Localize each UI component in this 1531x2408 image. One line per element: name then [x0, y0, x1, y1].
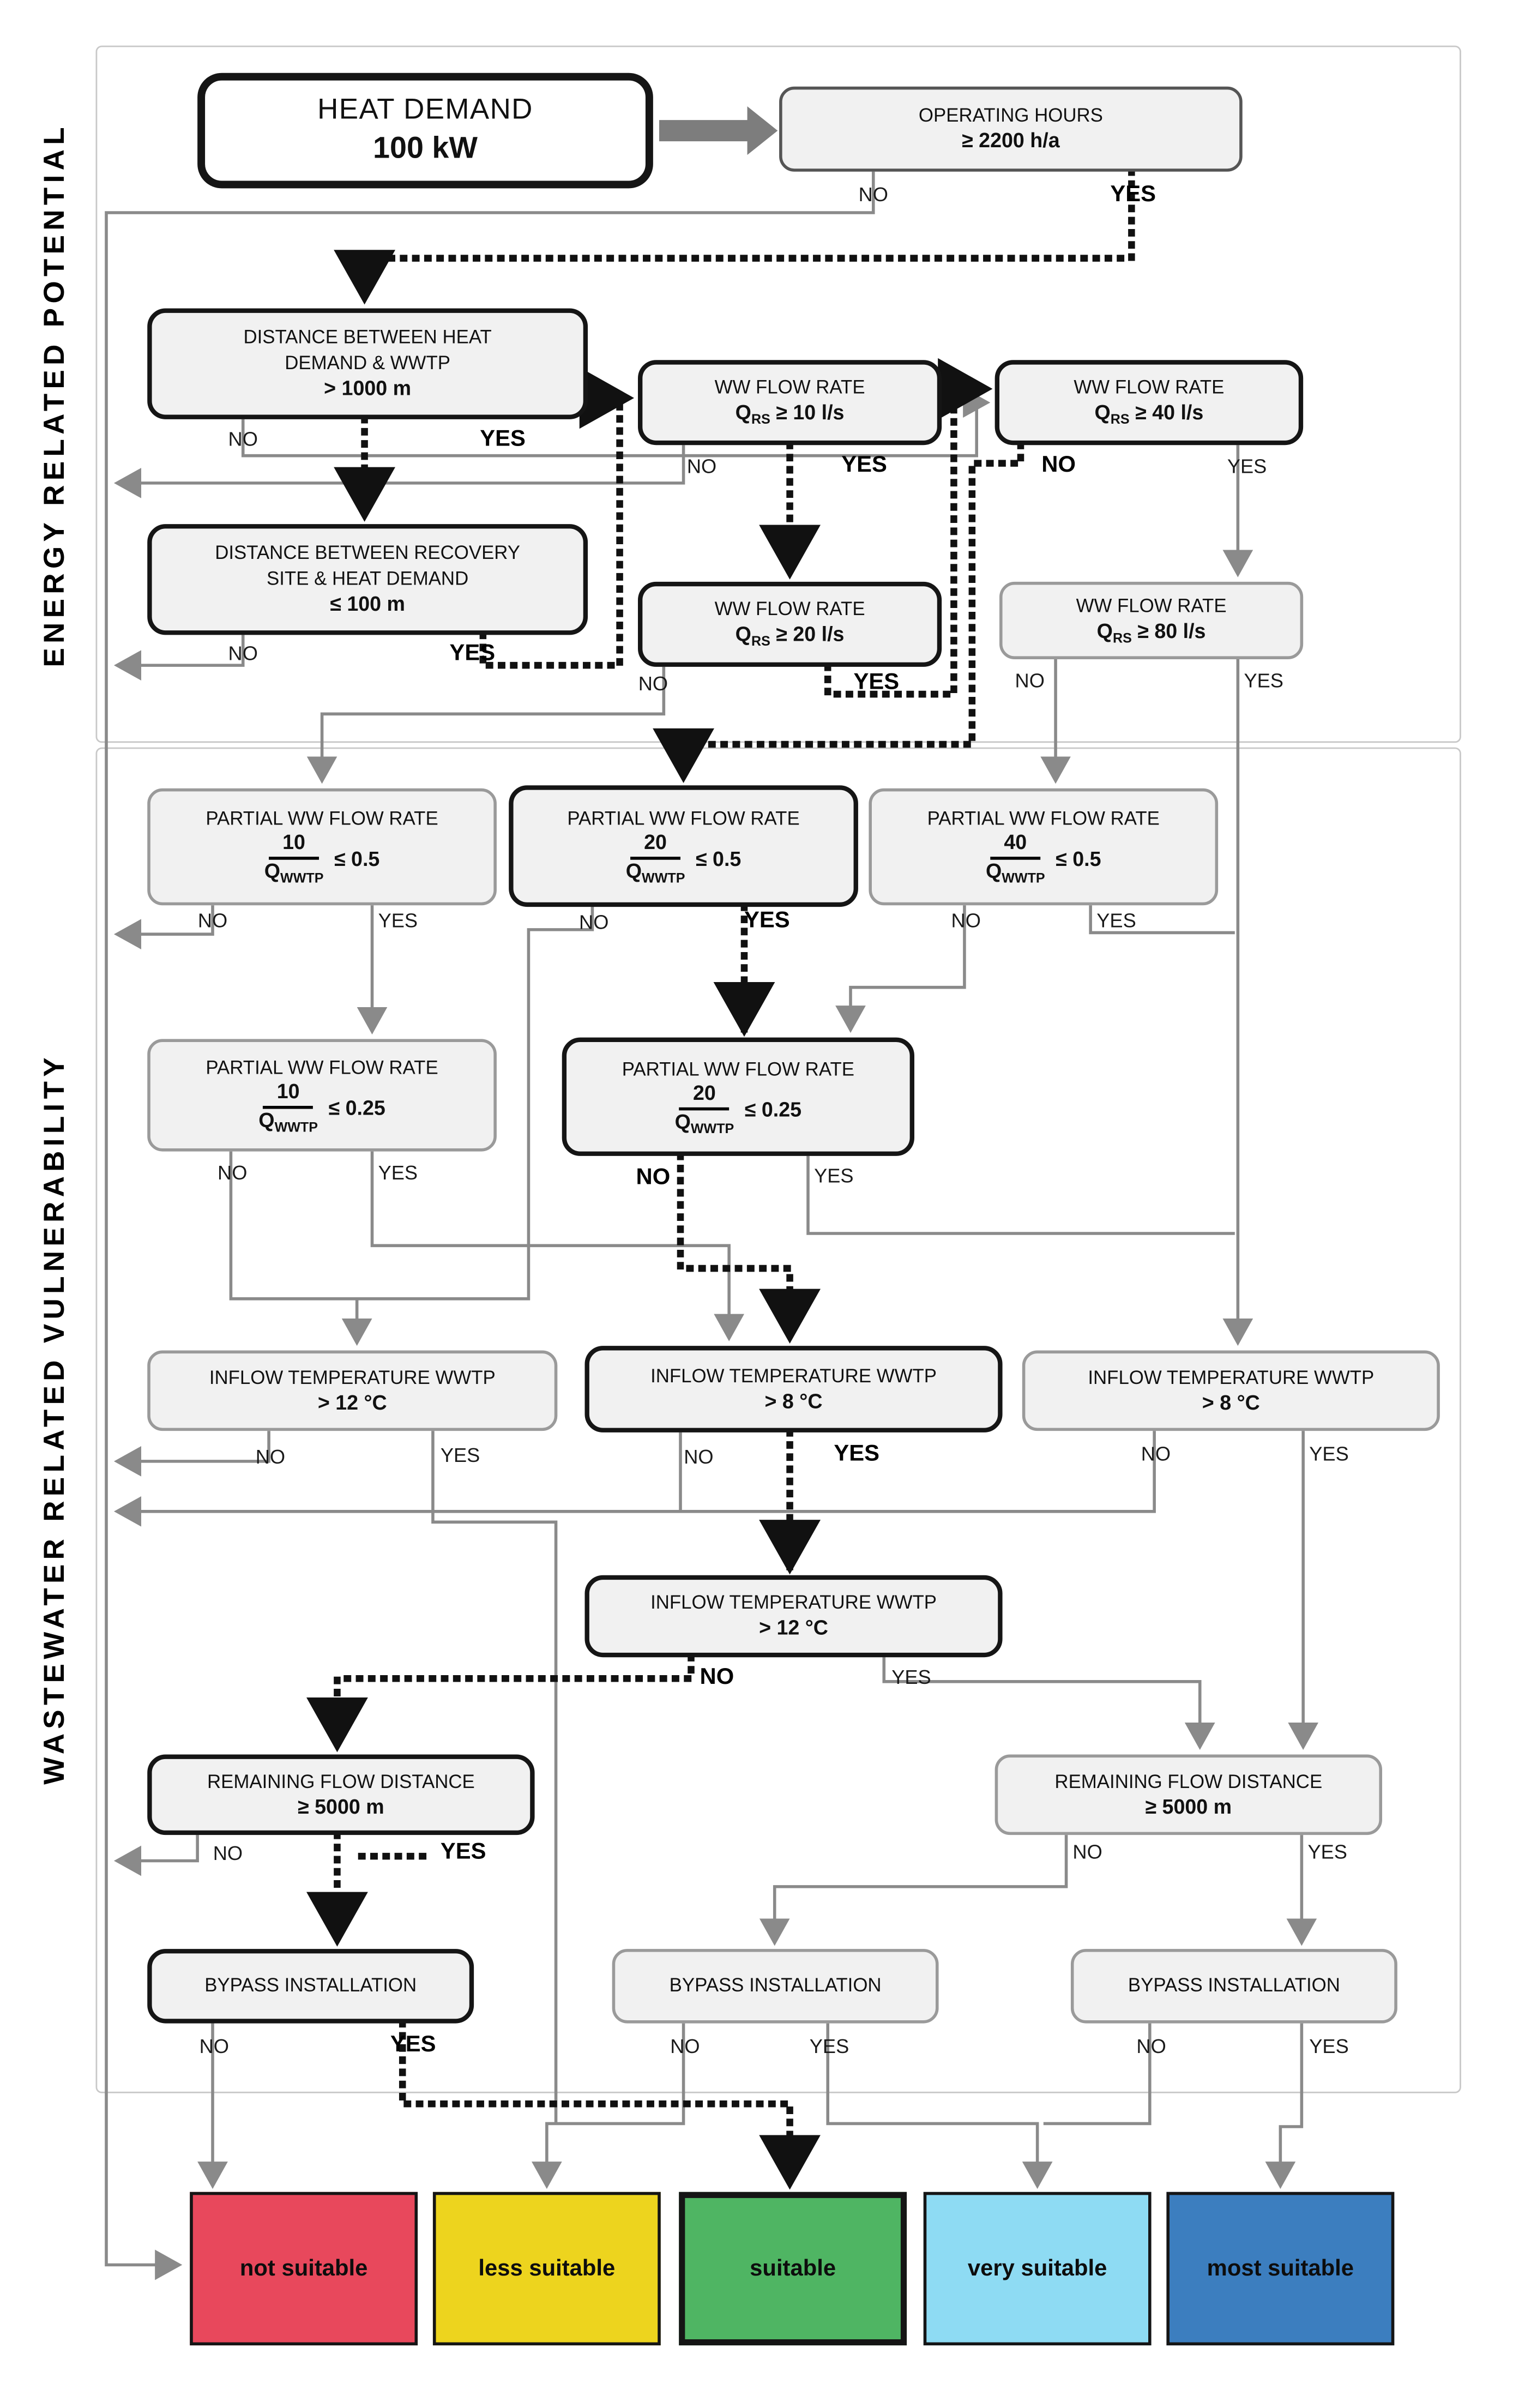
node-line: HEAT DEMAND	[317, 93, 533, 126]
node-partial-10-05	[147, 788, 497, 906]
label-yes-flow-40: YES	[1227, 455, 1267, 478]
label-yes-partial-10-05: YES	[378, 909, 418, 932]
node-line: WW FLOW RATE	[714, 376, 865, 398]
label-no-partial-40-05: NO	[951, 909, 981, 932]
node-partial-20-025	[562, 1038, 914, 1156]
node-line: REMAINING FLOW DISTANCE	[1054, 1771, 1323, 1792]
node-line: REMAINING FLOW DISTANCE	[207, 1771, 475, 1792]
label-no-inflow-12-left: NO	[255, 1445, 286, 1468]
fraction: $\frac{10}{Q_{WWTP}}$ ≤ 0.25	[258, 1079, 385, 1134]
label-no-flow-10: NO	[686, 455, 717, 478]
label-yes-partial-40-05: YES	[1096, 909, 1136, 932]
node-heat-demand	[197, 73, 653, 189]
node-bypass-left	[147, 1949, 474, 2024]
label-no-bypass-left: NO	[199, 2034, 229, 2058]
label-no-remaining-left: NO	[213, 1841, 243, 1865]
node-line: PARTIAL WW FLOW RATE	[622, 1058, 854, 1080]
node-line: DEMAND & WWTP	[285, 352, 451, 374]
node-line: $Q_{RS} \ge 80$ l/s	[1096, 619, 1206, 646]
label-yes-partial-10-025: YES	[378, 1161, 418, 1184]
result-not-suitable: not suitable	[190, 2192, 418, 2345]
result-less-suitable: less suitable	[433, 2192, 661, 2345]
node-operating-hours	[779, 87, 1243, 172]
label-yes-bypass-center: YES	[809, 2034, 849, 2058]
label-no-operating-hours: NO	[858, 183, 888, 206]
node-line: PARTIAL WW FLOW RATE	[567, 807, 800, 829]
node-line: INFLOW TEMPERATURE WWTP	[650, 1365, 937, 1387]
energy-section-title: ENERGY RELATED POTENTIAL	[39, 123, 71, 667]
fraction: $\frac{20}{Q_{WWTP}}$ ≤ 0.25	[674, 1081, 802, 1136]
label-no-partial-10-025: NO	[218, 1161, 248, 1184]
label-no-bypass-center: NO	[670, 2034, 700, 2058]
node-line: $Q_{RS} \ge 40$ l/s	[1094, 401, 1204, 428]
label-yes-distance-wwtp: YES	[480, 426, 526, 452]
node-inflow-8-right	[1022, 1350, 1440, 1431]
fraction: $\frac{40}{Q_{WWTP}}$ ≤ 0.5	[985, 831, 1101, 886]
label-yes-partial-20-025: YES	[814, 1164, 854, 1188]
node-line: INFLOW TEMPERATURE WWTP	[1088, 1366, 1375, 1388]
label-yes-distance-recovery: YES	[449, 640, 496, 666]
label-yes-operating-hours: YES	[1110, 181, 1156, 208]
label-yes-inflow-8-center: YES	[834, 1441, 879, 1467]
result-very-suitable: very suitable	[924, 2192, 1152, 2345]
node-line: BYPASS INSTALLATION	[669, 1975, 882, 1997]
node-line: BYPASS INSTALLATION	[1128, 1975, 1340, 1997]
node-line: INFLOW TEMPERATURE WWTP	[209, 1366, 496, 1388]
label-no-flow-80: NO	[1015, 669, 1045, 692]
node-line: 100 kW	[372, 133, 478, 166]
node-line: INFLOW TEMPERATURE WWTP	[650, 1592, 937, 1614]
start-arrow	[659, 106, 777, 155]
node-distance-recovery	[147, 524, 588, 635]
label-no-flow-40: NO	[1041, 452, 1076, 478]
node-flow-80	[999, 582, 1303, 659]
node-line: WW FLOW RATE	[1076, 594, 1227, 616]
node-inflow-12-left	[147, 1350, 557, 1431]
node-partial-40-05	[869, 788, 1218, 906]
label-no-inflow-12-center: NO	[700, 1664, 734, 1690]
node-bypass-right	[1071, 1949, 1397, 2024]
node-bypass-center	[612, 1949, 939, 2024]
label-yes-partial-20-05: YES	[744, 907, 790, 934]
result-suitable: suitable	[679, 2192, 907, 2345]
node-line: PARTIAL WW FLOW RATE	[206, 1056, 438, 1078]
label-no-partial-20-025: NO	[636, 1164, 671, 1190]
fraction: $\frac{20}{Q_{WWTP}}$ ≤ 0.5	[625, 830, 742, 885]
node-line: BYPASS INSTALLATION	[204, 1975, 417, 1997]
node-line: > 12 °C	[317, 1391, 387, 1414]
label-no-partial-20-05: NO	[579, 911, 609, 934]
label-yes-inflow-12-left: YES	[440, 1443, 480, 1467]
label-yes-flow-80: YES	[1244, 669, 1283, 692]
node-remaining-left	[147, 1754, 534, 1835]
node-line: PARTIAL WW FLOW RATE	[927, 808, 1160, 829]
node-inflow-12-center	[584, 1575, 1002, 1657]
node-flow-20	[638, 582, 942, 667]
node-line: ≤ 100 m	[330, 592, 406, 616]
label-yes-remaining-right: YES	[1307, 1840, 1347, 1863]
node-line: ≥ 2200 h/a	[962, 129, 1060, 153]
node-inflow-8-center	[584, 1346, 1002, 1432]
node-line: WW FLOW RATE	[1074, 376, 1225, 398]
label-no-remaining-right: NO	[1072, 1840, 1102, 1863]
label-yes-flow-20: YES	[853, 669, 900, 695]
node-line: OPERATING HOURS	[918, 105, 1103, 127]
node-line: ≥ 5000 m	[298, 1795, 384, 1819]
node-line: > 1000 m	[324, 376, 412, 400]
label-no-inflow-8-center: NO	[684, 1445, 714, 1468]
fraction: $\frac{10}{Q_{WWTP}}$ ≤ 0.5	[264, 831, 380, 886]
node-line: PARTIAL WW FLOW RATE	[206, 808, 438, 829]
label-no-distance-recovery: NO	[228, 641, 258, 665]
label-yes-bypass-left: YES	[390, 2031, 436, 2058]
label-no-distance-wwtp: NO	[228, 428, 258, 450]
node-line: WW FLOW RATE	[714, 598, 865, 620]
node-flow-10	[638, 360, 942, 445]
wastewater-section-title: WASTEWATER RELATED VULNERABILITY	[39, 1053, 71, 1785]
node-line: $Q_{RS} \ge 20$ l/s	[735, 623, 845, 649]
label-yes-bypass-right: YES	[1309, 2034, 1349, 2058]
label-no-partial-10-05: NO	[197, 909, 228, 932]
label-yes-inflow-8-right: YES	[1309, 1442, 1349, 1465]
label-no-inflow-8-right: NO	[1141, 1442, 1171, 1465]
node-line: DISTANCE BETWEEN RECOVERY	[215, 543, 521, 564]
label-yes-remaining-left: YES	[440, 1839, 486, 1865]
label-yes-flow-10: YES	[841, 452, 887, 478]
node-remaining-right	[995, 1754, 1382, 1835]
node-flow-40	[995, 360, 1304, 445]
node-line: SITE & HEAT DEMAND	[267, 568, 469, 589]
node-distance-wwtp	[147, 308, 588, 419]
node-line: ≥ 5000 m	[1145, 1795, 1232, 1819]
node-line: > 12 °C	[759, 1616, 828, 1640]
label-no-bypass-right: NO	[1136, 2034, 1166, 2058]
result-most-suitable: most suitable	[1166, 2192, 1394, 2345]
node-line: > 8 °C	[1202, 1391, 1260, 1414]
node-line: > 8 °C	[764, 1389, 823, 1413]
node-line: $Q_{RS} \ge 10$ l/s	[735, 401, 845, 428]
node-partial-10-025	[147, 1039, 497, 1151]
node-partial-20-05	[509, 785, 858, 907]
node-line: DISTANCE BETWEEN HEAT	[243, 327, 492, 349]
label-no-flow-20: NO	[638, 672, 668, 695]
label-yes-inflow-12-center: YES	[891, 1665, 931, 1689]
